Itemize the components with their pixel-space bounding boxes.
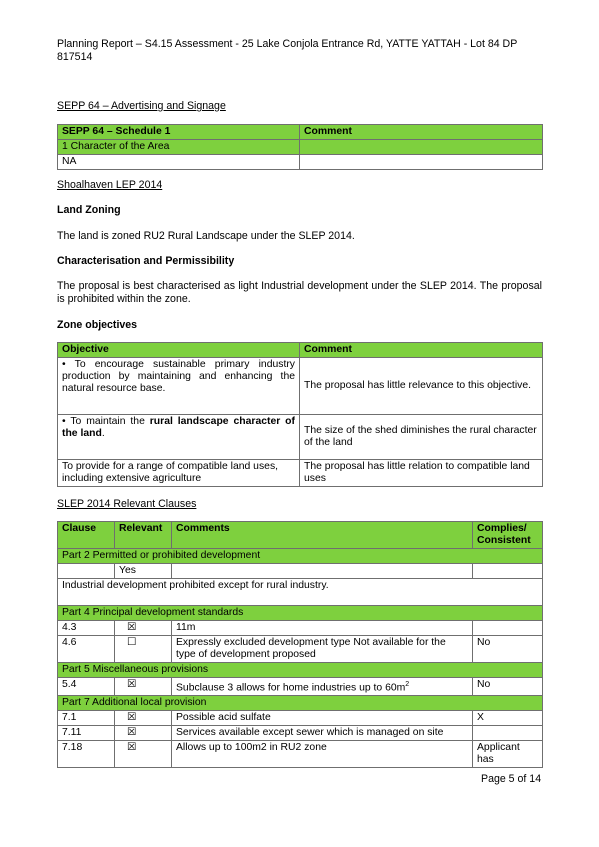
sepp-table: [57, 124, 543, 170]
zoning-text: The land is zoned RU2 Rural Landscape under the SLEP 2014.: [57, 230, 355, 242]
clauses-col-clause: Clause: [58, 522, 115, 549]
checked-box-icon: ☒: [115, 621, 172, 636]
characterisation-heading: Characterisation and Permissibility: [57, 255, 235, 267]
clause-row: [58, 621, 543, 636]
clause-complies: X: [473, 711, 543, 726]
zoning-heading: Land Zoning: [57, 204, 121, 216]
objective-text: • To encourage sustainable primary industry production by maintaining and enhancing the natural resource base.: [58, 358, 300, 415]
clause-number: 7.11: [58, 726, 115, 741]
sepp-row-na-comment: [300, 155, 543, 170]
clause-row: [58, 636, 543, 663]
clauses-col-comments: Comments: [172, 522, 473, 549]
checked-box-icon: ☒: [115, 726, 172, 741]
clauses-heading: SLEP 2014 Relevant Clauses: [57, 498, 197, 510]
table-cell: [473, 564, 543, 579]
part-2-note: Industrial development prohibited except for rural industry.: [58, 579, 543, 606]
clause-complies: [473, 726, 543, 741]
checked-box-icon: ☒: [115, 711, 172, 726]
objective-comment: The proposal has little relation to compatible land uses: [300, 460, 543, 487]
objective-text-part: .: [101, 428, 105, 439]
characterisation-text: The proposal is best characterised as light Industrial development under the SLEP 2014. The proposal is prohibited within the zone.: [57, 280, 542, 305]
clause-comment: Expressly excluded development type Not available for the type of development proposed: [172, 636, 473, 663]
objective-row: [58, 358, 543, 415]
objective-text-bold: rural landscape character of the land: [62, 416, 295, 439]
clauses-col-complies: Complies/ Consistent: [473, 522, 543, 549]
clause-comment: Possible acid sulfate: [172, 711, 473, 726]
clause-complies: [473, 621, 543, 636]
sepp-col-schedule: SEPP 64 – Schedule 1: [58, 125, 300, 140]
table-cell: [172, 564, 473, 579]
part-2-band: Part 2 Permitted or prohibited development: [58, 549, 543, 564]
clause-comment: [172, 678, 473, 696]
sepp-row-na: NA: [58, 155, 300, 170]
clause-number: 4.3: [58, 621, 115, 636]
unchecked-box-icon: ☐: [115, 636, 172, 663]
objectives-table: [57, 342, 543, 487]
clause-comment-text: Subclause 3 allows for home industries up to 60m: [176, 682, 406, 694]
page-header: Planning Report – S4.15 Assessment - 25 Lake Conjola Entrance Rd, YATTE YATTAH - Lot 84 DP 817514: [57, 38, 518, 63]
part-2-yes: Yes: [115, 564, 172, 579]
clause-complies: No: [473, 636, 543, 663]
clauses-col-relevant: Relevant: [115, 522, 172, 549]
zone-objectives-heading: Zone objectives: [57, 319, 138, 331]
clause-comment: Allows up to 100m2 in RU2 zone: [172, 741, 473, 768]
clause-complies: Applicant has: [473, 741, 543, 768]
clause-number: 4.6: [58, 636, 115, 663]
objective-row: [58, 460, 543, 487]
clause-row: [58, 711, 543, 726]
clause-row: [58, 726, 543, 741]
lep-heading: Shoalhaven LEP 2014: [57, 179, 163, 191]
objective-row: [58, 415, 543, 460]
clauses-table: [57, 521, 543, 768]
superscript: 2: [405, 681, 410, 688]
objective-text-part: • To maintain the: [62, 416, 150, 427]
objective-text: To provide for a range of compatible land uses, including extensive agriculture: [58, 460, 300, 487]
part-7-band: Part 7 Additional local provision: [58, 696, 543, 711]
page-number: Page 5 of 14: [481, 773, 542, 785]
clause-row: [58, 678, 543, 696]
objective-comment: The size of the shed diminishes the rural character of the land: [300, 415, 543, 460]
clause-comment: 11m: [172, 621, 473, 636]
clause-number: 7.1: [58, 711, 115, 726]
sepp-col-comment: Comment: [300, 125, 543, 140]
objectives-col-objective: Objective: [58, 343, 300, 358]
checked-box-icon: ☒: [115, 678, 172, 696]
clause-row: [58, 741, 543, 768]
objectives-col-comment: Comment: [300, 343, 543, 358]
objective-text: [58, 415, 300, 460]
clause-comment: Services available except sewer which is managed on site: [172, 726, 473, 741]
objective-comment: The proposal has little relevance to this objective.: [300, 358, 543, 415]
sepp-row-character: 1 Character of the Area: [58, 140, 300, 155]
part-4-band: Part 4 Principal development standards: [58, 606, 543, 621]
sepp-row-character-comment: [300, 140, 543, 155]
part-5-band: Part 5 Miscellaneous provisions: [58, 663, 543, 678]
clause-number: 5.4: [58, 678, 115, 696]
checked-box-icon: ☒: [115, 741, 172, 768]
clause-complies: No: [473, 678, 543, 696]
sepp-heading: SEPP 64 – Advertising and Signage: [57, 100, 226, 112]
clause-number: 7.18: [58, 741, 115, 768]
table-cell: [58, 564, 115, 579]
